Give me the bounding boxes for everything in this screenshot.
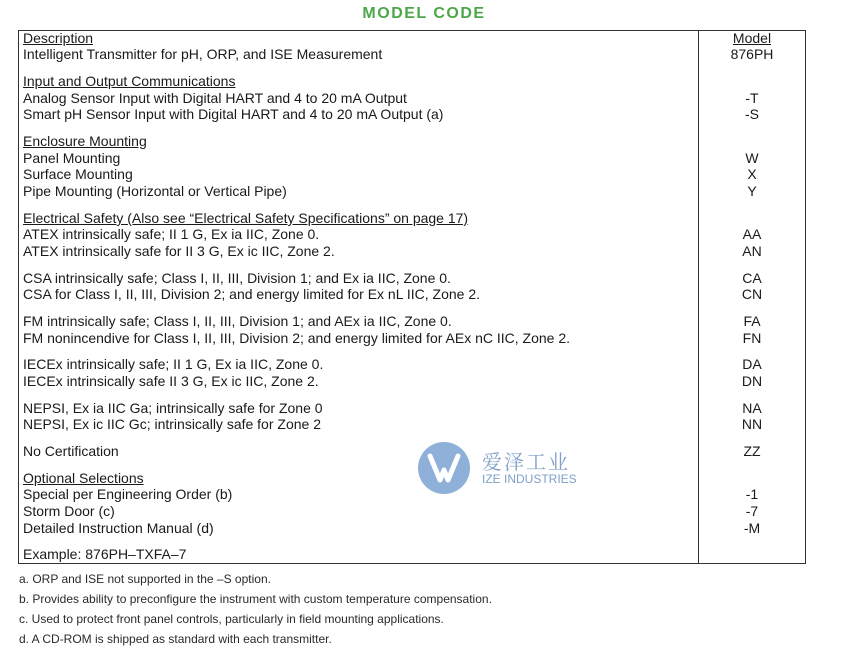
enclosure-item: Surface Mounting: [23, 166, 133, 182]
safety-code: AN: [742, 243, 762, 259]
io-heading: Input and Output Communications: [23, 73, 236, 89]
model-header: Model: [732, 30, 772, 46]
safety-item: IECEx intrinsically safe; II 1 G, Ex ia IIC, Zone 0.: [23, 356, 324, 372]
intro-code: 876PH: [730, 46, 774, 62]
io-item: Analog Sensor Input with Digital HART and 4 to 20 mA Output: [23, 90, 407, 106]
safety-item: ATEX intrinsically safe; II 1 G, Ex ia IIC, Zone 0.: [23, 226, 320, 242]
io-code: -T: [745, 90, 759, 106]
io-code: -S: [745, 106, 759, 122]
safety-code: CN: [741, 286, 763, 302]
enclosure-code: X: [747, 166, 757, 182]
footnote: d. A CD-ROM is shipped as standard with each transmitter.: [19, 632, 332, 646]
enclosure-item: Pipe Mounting (Horizontal or Vertical Pipe): [23, 183, 287, 199]
safety-code: AA: [742, 226, 762, 242]
safety-item: FM intrinsically safe; Class I, II, III, Division 1; and AEx ia IIC, Zone 0.: [23, 313, 452, 329]
example-text: Example: 876PH–TXFA–7: [23, 546, 187, 562]
safety-code: CA: [742, 270, 762, 286]
io-item: Smart pH Sensor Input with Digital HART and 4 to 20 mA Output (a): [23, 106, 444, 122]
footnote: c. Used to protect front panel controls, particularly in field mounting applications.: [19, 612, 444, 626]
optional-item: Detailed Instruction Manual (d): [23, 520, 214, 536]
safety-code: DA: [742, 356, 762, 372]
watermark-logo: [416, 440, 586, 496]
safety-item: No Certification: [23, 443, 119, 459]
safety-code: ZZ: [743, 443, 761, 459]
enclosure-heading: Enclosure Mounting: [23, 133, 147, 149]
optional-code: -1: [745, 486, 759, 502]
safety-code: FA: [743, 313, 761, 329]
safety-item: NEPSI, Ex ic IIC Gc; intrinsically safe for Zone 2: [23, 416, 321, 432]
safety-code: DN: [741, 373, 763, 389]
safety-item: CSA intrinsically safe; Class I, II, III, Division 1; and Ex ia IIC, Zone 0.: [23, 270, 451, 286]
safety-code: NA: [742, 400, 762, 416]
safety-code: NN: [741, 416, 763, 432]
intro-text: Intelligent Transmitter for pH, ORP, and ISE Measurement: [23, 46, 383, 62]
enclosure-item: Panel Mounting: [23, 150, 121, 166]
description-header: Description: [23, 30, 94, 46]
safety-item: NEPSI, Ex ia IIC Ga; intrinsically safe for Zone 0: [23, 400, 323, 416]
footnote: b. Provides ability to preconfigure the instrument with custom temperature compensation.: [19, 592, 492, 606]
optional-heading: Optional Selections: [23, 470, 144, 486]
optional-item: Storm Door (c): [23, 503, 115, 519]
enclosure-code: Y: [747, 183, 757, 199]
page-title: MODEL CODE: [362, 5, 486, 22]
safety-item: CSA for Class I, II, III, Division 2; and energy limited for Ex nL IIC, Zone 2.: [23, 286, 481, 302]
safety-code: FN: [742, 330, 762, 346]
safety-heading: Electrical Safety (Also see “Electrical Safety Specifications” on page 17): [23, 210, 469, 226]
watermark-cn: 爱泽工业: [482, 450, 570, 474]
footnote: a. ORP and ISE not supported in the –S option.: [19, 572, 271, 586]
optional-code: -M: [743, 520, 761, 536]
safety-item: IECEx intrinsically safe II 3 G, Ex ic IIC, Zone 2.: [23, 373, 319, 389]
safety-item: ATEX intrinsically safe for II 3 G, Ex ic IIC, Zone 2.: [23, 243, 335, 259]
ize-logo-icon: [416, 440, 472, 496]
safety-item: FM nonincendive for Class I, II, III, Division 2; and energy limited for AEx nC IIC, Zone 2.: [23, 330, 571, 346]
optional-item: Special per Engineering Order (b): [23, 486, 233, 502]
optional-code: -7: [745, 503, 759, 519]
watermark-en: IZE INDUSTRIES: [482, 472, 577, 486]
enclosure-code: W: [745, 150, 759, 166]
